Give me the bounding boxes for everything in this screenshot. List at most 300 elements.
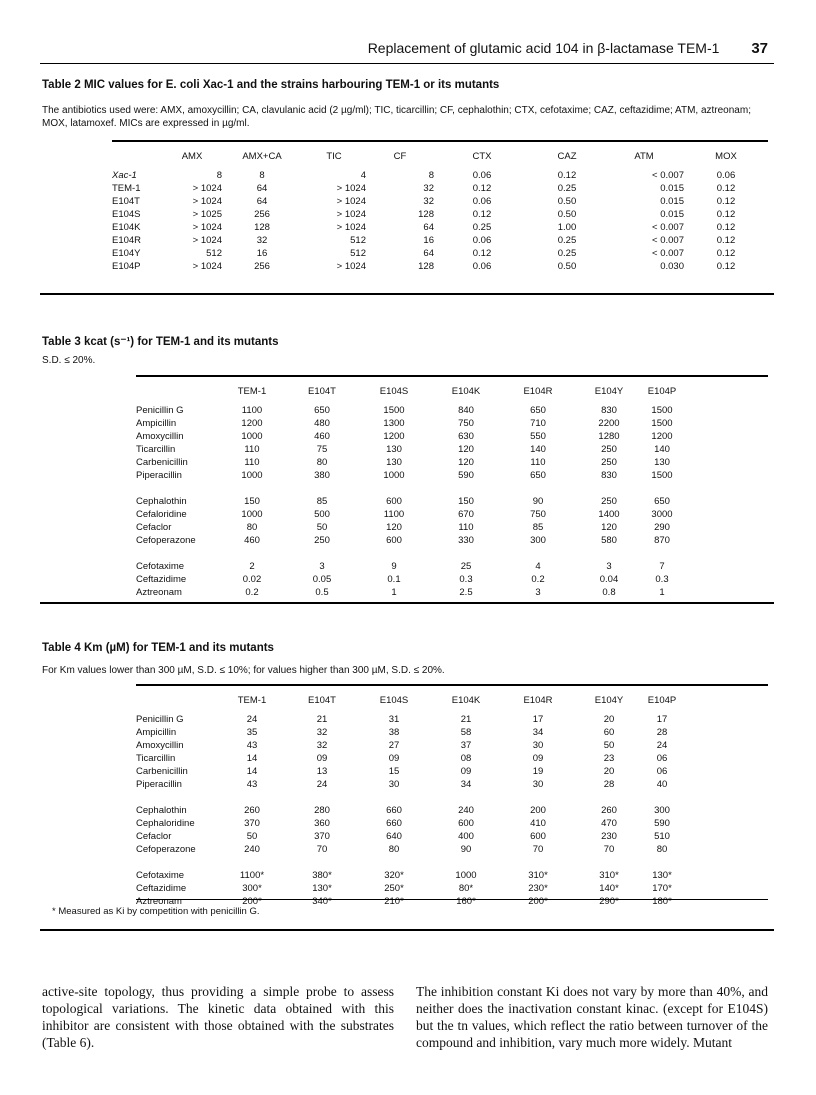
table-cell: 0.3 xyxy=(459,574,473,585)
table-cell: 870 xyxy=(654,535,670,546)
table-cell: 1000 xyxy=(241,470,263,481)
spacer xyxy=(136,856,680,869)
row-label: Penicillin G xyxy=(136,405,184,416)
running-header xyxy=(368,40,768,57)
table-cell: 0.50 xyxy=(557,196,577,207)
table-cell: 0.50 xyxy=(557,209,577,220)
table-cell: 32 xyxy=(423,183,434,194)
table-row xyxy=(136,586,680,599)
table-cell: 340* xyxy=(312,896,332,907)
table-cell: 380 xyxy=(314,470,330,481)
table-cell: 600 xyxy=(386,496,402,507)
column-header: E104P xyxy=(647,694,677,706)
table-cell: 200 xyxy=(530,805,546,816)
table-cell: 7 xyxy=(659,561,665,572)
table-cell: 09 xyxy=(532,753,544,764)
table-cell: 64 xyxy=(256,183,268,194)
table3-note: S.D. ≤ 20%. xyxy=(42,355,96,366)
table-row xyxy=(136,573,680,586)
table-cell: 120 xyxy=(601,522,617,533)
table-cell: 510 xyxy=(654,831,670,842)
row-label: Carbenicillin xyxy=(136,766,188,777)
table-cell: 1500 xyxy=(651,405,673,416)
column-header: TEM-1 xyxy=(237,385,267,397)
table-row xyxy=(136,534,680,547)
table-cell: 320* xyxy=(384,870,404,881)
table-cell: 0.12 xyxy=(716,222,736,233)
table4-note: For Km values lower than 300 µM, S.D. ≤ 10%; for values higher than 300 µM, S.D. ≤ 20%. xyxy=(42,665,445,676)
table-cell: 840 xyxy=(458,405,474,416)
table-cell: 43 xyxy=(246,779,258,790)
table-cell: 50 xyxy=(316,522,328,533)
table-cell: 4 xyxy=(360,170,366,181)
table-cell: 64 xyxy=(423,222,434,233)
table-cell: 0.8 xyxy=(602,587,616,598)
table-cell: 370 xyxy=(244,818,260,829)
table-cell: 21 xyxy=(460,714,472,725)
row-label: Xac-1 xyxy=(112,170,137,181)
table-cell: 120 xyxy=(458,457,474,468)
column-header: E104S xyxy=(379,385,409,397)
table-cell: < 0.007 xyxy=(652,235,684,246)
table-cell: 31 xyxy=(388,714,400,725)
table-cell: 8 xyxy=(216,170,222,181)
table-cell: 16 xyxy=(423,235,434,246)
column-header: CAZ xyxy=(557,150,577,162)
table-cell: 37 xyxy=(460,740,472,751)
table-cell: 310* xyxy=(528,870,548,881)
table4-bottom-rule xyxy=(40,929,774,931)
body-text-left: active-site topology, thus providing a simple probe to assess topological variations. The kinetic data obtained with this inhibitor are consistent with those obtained with the substrates (Table 6). xyxy=(42,984,394,1050)
table-cell: 27 xyxy=(388,740,400,751)
table-row xyxy=(136,739,680,752)
table-cell: 28 xyxy=(656,727,668,738)
table-cell: 550 xyxy=(530,431,546,442)
row-label: E104Y xyxy=(112,248,141,259)
table-cell: 230 xyxy=(601,831,617,842)
table-cell: 256 xyxy=(254,261,270,272)
table-cell: 0.3 xyxy=(655,574,669,585)
table-cell: 80 xyxy=(388,844,400,855)
table4-footnote: * Measured as Ki by competition with penicillin G. xyxy=(52,906,260,917)
table-row xyxy=(112,234,768,247)
table-cell: 34 xyxy=(532,727,544,738)
table-cell: 0.015 xyxy=(660,209,684,220)
table-cell: > 1025 xyxy=(192,209,222,220)
table-cell: 250 xyxy=(314,535,330,546)
table-cell: 200* xyxy=(528,896,548,907)
table-cell: 1100 xyxy=(241,405,263,416)
column-header: CTX xyxy=(472,150,492,162)
table-cell: 140 xyxy=(530,444,546,455)
table-row xyxy=(136,817,680,830)
table-cell: 110 xyxy=(244,457,260,468)
table2-top-rule xyxy=(112,140,768,142)
column-header: E104P xyxy=(647,385,677,397)
table-cell: 3 xyxy=(319,561,325,572)
table-cell: 0.06 xyxy=(716,170,736,181)
table-cell: 500 xyxy=(314,509,330,520)
table-cell: 470 xyxy=(601,818,617,829)
table-cell: 0.12 xyxy=(472,209,492,220)
row-label: Ampicillin xyxy=(136,727,177,738)
table-cell: 0.04 xyxy=(599,574,619,585)
table-row xyxy=(136,830,680,843)
table-cell: 70 xyxy=(532,844,544,855)
column-header: E104R xyxy=(523,385,553,397)
table-cell: > 1024 xyxy=(192,235,222,246)
table-cell: 1400 xyxy=(598,509,620,520)
table-cell: 1280 xyxy=(598,431,620,442)
table-cell: 0.05 xyxy=(312,574,332,585)
column-header: E104R xyxy=(523,694,553,706)
table-cell: 30 xyxy=(532,779,544,790)
table-cell: 0.5 xyxy=(315,587,329,598)
table4-bottom-inner-rule xyxy=(136,899,768,900)
table-cell: 150 xyxy=(244,496,260,507)
table-cell: 06 xyxy=(656,766,668,777)
column-header: E104T xyxy=(308,694,336,706)
table-cell: 3 xyxy=(606,561,612,572)
table-cell: 0.12 xyxy=(472,183,492,194)
table-cell: 330 xyxy=(458,535,474,546)
table-cell: 1200 xyxy=(651,431,673,442)
table-cell: 240 xyxy=(458,805,474,816)
table-cell: 128 xyxy=(254,222,270,233)
table-row xyxy=(136,495,680,508)
table-cell: 140 xyxy=(654,444,670,455)
table-cell: 1000 xyxy=(383,470,405,481)
table-cell: 830 xyxy=(601,405,617,416)
table-cell: 130 xyxy=(654,457,670,468)
table-cell: 1100* xyxy=(239,870,265,881)
spacer xyxy=(136,791,680,804)
table2-bottom-rule xyxy=(40,293,774,295)
table-cell: 650 xyxy=(530,405,546,416)
table-cell: 09 xyxy=(388,753,400,764)
column-header: CF xyxy=(393,150,407,162)
table-cell: 300 xyxy=(530,535,546,546)
table-row xyxy=(136,713,680,726)
table-cell: 1000 xyxy=(241,431,263,442)
table-cell: 20 xyxy=(603,714,615,725)
table-cell: 256 xyxy=(254,209,270,220)
table-cell: 32 xyxy=(256,235,268,246)
table-cell: 290* xyxy=(599,896,619,907)
table-cell: 16 xyxy=(256,248,268,259)
column-header: TEM-1 xyxy=(237,694,267,706)
table-cell: 750 xyxy=(458,418,474,429)
table-cell: > 1024 xyxy=(336,261,366,272)
table-cell: 1500 xyxy=(651,470,673,481)
group-spacer xyxy=(136,547,680,560)
table-cell: 200* xyxy=(242,896,262,907)
row-label: Cefotaxime xyxy=(136,561,185,572)
table-cell: 32 xyxy=(316,740,328,751)
table4-caption: Table 4 Km (µM) for TEM-1 and its mutants xyxy=(42,642,274,654)
table3 xyxy=(136,378,680,599)
table-cell: 600 xyxy=(458,818,474,829)
table-row xyxy=(136,469,680,482)
table-cell: 0.12 xyxy=(557,170,577,181)
row-label: Cefotaxime xyxy=(136,870,185,881)
table-cell: 630 xyxy=(458,431,474,442)
table-cell: 0.12 xyxy=(716,235,736,246)
column-header: E104T xyxy=(308,385,336,397)
table-cell: 310* xyxy=(599,870,619,881)
table-cell: > 1024 xyxy=(192,183,222,194)
table-cell: 130 xyxy=(386,444,402,455)
table3-caption: Table 3 kcat (s⁻¹) for TEM-1 and its mutants xyxy=(42,336,279,348)
table4 xyxy=(136,687,680,908)
spacer xyxy=(136,547,680,560)
table-cell: 32 xyxy=(423,196,434,207)
table-cell: 2.5 xyxy=(459,587,473,598)
table-cell: 130 xyxy=(386,457,402,468)
table-cell: < 0.007 xyxy=(652,222,684,233)
table-cell: 50 xyxy=(246,831,258,842)
table-row xyxy=(112,208,768,221)
table-cell: 590 xyxy=(458,470,474,481)
table-row xyxy=(136,843,680,856)
table-cell: 40 xyxy=(656,779,668,790)
table-cell: 250 xyxy=(601,444,617,455)
table4-top-rule xyxy=(136,684,768,686)
table-row xyxy=(136,443,680,456)
table-cell: 80* xyxy=(458,883,474,894)
column-header: AMX+CA xyxy=(242,150,282,162)
table-cell: 120 xyxy=(386,522,402,533)
spacer xyxy=(136,482,680,495)
table-cell: 70 xyxy=(316,844,328,855)
table-cell: > 1024 xyxy=(336,209,366,220)
table-cell: 410 xyxy=(530,818,546,829)
table-cell: 280 xyxy=(314,805,330,816)
table-cell: 1500 xyxy=(651,418,673,429)
table-cell: 0.12 xyxy=(716,183,736,194)
table-cell: 17 xyxy=(656,714,668,725)
table-cell: 290 xyxy=(654,522,670,533)
table2-header-row xyxy=(112,143,768,169)
table-cell: 0.02 xyxy=(242,574,262,585)
table-row xyxy=(136,882,680,895)
table-cell: 24 xyxy=(316,779,328,790)
table-cell: 17 xyxy=(532,714,544,725)
table-cell: 38 xyxy=(388,727,400,738)
table-cell: 1 xyxy=(391,587,397,598)
table-cell: 830 xyxy=(601,470,617,481)
table-cell: 85 xyxy=(532,522,544,533)
table-cell: 0.12 xyxy=(716,261,736,272)
table-cell: 380* xyxy=(312,870,332,881)
table-cell: 1 xyxy=(659,587,665,598)
table-cell: 15 xyxy=(388,766,400,777)
row-label: Amoxycillin xyxy=(136,431,184,442)
table-cell: 06 xyxy=(656,753,668,764)
table-cell: 2 xyxy=(249,561,255,572)
row-label: Carbenicillin xyxy=(136,457,188,468)
row-label: Cefoperazone xyxy=(136,535,196,546)
column-header: E104K xyxy=(451,385,481,397)
row-label: Penicillin G xyxy=(136,714,184,725)
row-label: E104P xyxy=(112,261,141,272)
table-cell: 90 xyxy=(532,496,544,507)
row-label: Cephalothin xyxy=(136,496,187,507)
table-cell: 30 xyxy=(532,740,544,751)
table-cell: 80 xyxy=(656,844,668,855)
table-cell: 480 xyxy=(314,418,330,429)
table-cell: 0.12 xyxy=(716,209,736,220)
table-cell: 1200 xyxy=(383,431,405,442)
row-label: Ampicillin xyxy=(136,418,177,429)
table-cell: 25 xyxy=(460,561,472,572)
table-row xyxy=(112,247,768,260)
table-cell: 0.1 xyxy=(387,574,401,585)
table-cell: 14 xyxy=(246,766,258,777)
table-cell: 110 xyxy=(530,457,546,468)
table-row xyxy=(136,521,680,534)
table-cell: 3000 xyxy=(651,509,673,520)
table-cell: > 1024 xyxy=(192,196,222,207)
table-cell: 370 xyxy=(314,831,330,842)
table-cell: 130* xyxy=(312,883,332,894)
corner-cell xyxy=(136,687,218,713)
table-cell: 300 xyxy=(654,805,670,816)
table-cell: 250* xyxy=(384,883,404,894)
table-cell: 170* xyxy=(652,883,672,894)
table-cell: 20 xyxy=(603,766,615,777)
table-cell: 43 xyxy=(246,740,258,751)
table-cell: 0.25 xyxy=(472,222,492,233)
table-cell: 0.015 xyxy=(660,196,684,207)
row-label: E104T xyxy=(112,196,140,207)
column-header: E104S xyxy=(379,694,409,706)
table2-note: The antibiotics used were: AMX, amoxycillin; CA, clavulanic acid (2 µg/ml); TIC, ticarcillin; CF, cephalothin; CTX, cefotaxime; CAZ, ceftazidime; ATM, aztreonam; MOX, latamoxef. MICs are expressed in µg/ml. xyxy=(42,105,751,129)
table-cell: 0.06 xyxy=(472,235,492,246)
table-cell: 650 xyxy=(530,470,546,481)
row-label: E104S xyxy=(112,209,141,220)
table-row xyxy=(136,404,680,417)
table2-corner xyxy=(112,143,162,169)
table-row xyxy=(136,417,680,430)
table-cell: 80 xyxy=(316,457,328,468)
table3-top-rule xyxy=(136,375,768,377)
table-cell: 460 xyxy=(314,431,330,442)
column-header: E104Y xyxy=(594,694,624,706)
table-cell: 110 xyxy=(244,444,260,455)
row-label: Cefaclor xyxy=(136,522,172,533)
table-cell: 0.06 xyxy=(472,261,492,272)
column-header: ATM xyxy=(634,150,654,162)
table-cell: 32 xyxy=(316,727,328,738)
table-cell: 650 xyxy=(314,405,330,416)
table-row xyxy=(136,804,680,817)
table-row xyxy=(112,195,768,208)
table-cell: 90 xyxy=(460,844,472,855)
row-label: Cefaloridine xyxy=(136,509,187,520)
table-cell: > 1024 xyxy=(336,196,366,207)
table-cell: 580 xyxy=(601,535,617,546)
row-label: E104R xyxy=(112,235,142,246)
table3-bottom-rule xyxy=(40,602,774,604)
table-cell: 260 xyxy=(244,805,260,816)
table-cell: 1000 xyxy=(241,509,263,520)
table-row xyxy=(136,508,680,521)
row-label: Ceftazidime xyxy=(136,574,187,585)
table-cell: 260 xyxy=(601,805,617,816)
table-cell: 300* xyxy=(242,883,262,894)
running-title: Replacement of glutamic acid 104 in β-lactamase TEM-1 xyxy=(367,40,720,56)
row-label: Ticarcillin xyxy=(136,444,176,455)
table-cell: 650 xyxy=(654,496,670,507)
table-cell: 0.12 xyxy=(472,248,492,259)
table-cell: 512 xyxy=(350,248,366,259)
row-label: Cefaclor xyxy=(136,831,172,842)
table-cell: 660 xyxy=(386,818,402,829)
table4-header-row xyxy=(136,687,680,713)
page-number: 37 xyxy=(751,40,768,57)
table-cell: 128 xyxy=(418,261,434,272)
table-cell: 0.50 xyxy=(557,261,577,272)
table-cell: 50 xyxy=(603,740,615,751)
body-text-right: The inhibition constant Ki does not vary by more than 40%, and neither does the inactivation constant kinac. (except for E104S) but the tn values, which reflect the ratio between turnover of the compound and inhibition, vary much more widely. Mutant xyxy=(416,984,768,1050)
group-spacer xyxy=(136,791,680,804)
table-cell: 34 xyxy=(460,779,472,790)
table-cell: 0.25 xyxy=(557,183,577,194)
table-cell: 64 xyxy=(256,196,268,207)
table-cell: 1100 xyxy=(383,509,405,520)
table-cell: 0.2 xyxy=(245,587,259,598)
column-header: E104Y xyxy=(594,385,624,397)
table-row xyxy=(112,182,768,195)
table-cell: 250 xyxy=(601,457,617,468)
table-cell: 13 xyxy=(316,766,328,777)
table-cell: 1.00 xyxy=(557,222,577,233)
table-cell: > 1024 xyxy=(192,222,222,233)
table-cell: 80 xyxy=(246,522,258,533)
table-cell: 2200 xyxy=(598,418,620,429)
table-cell: 160* xyxy=(456,896,476,907)
corner-cell xyxy=(136,378,218,404)
table-cell: 0.12 xyxy=(716,196,736,207)
table-row xyxy=(136,765,680,778)
table-cell: 08 xyxy=(460,753,472,764)
table-cell: 0.25 xyxy=(557,248,577,259)
table-cell: 58 xyxy=(460,727,472,738)
table-cell: 8 xyxy=(259,170,265,181)
table-cell: < 0.007 xyxy=(652,170,684,181)
table-cell: 660 xyxy=(386,805,402,816)
table-cell: 600 xyxy=(530,831,546,842)
table-cell: 180* xyxy=(652,896,672,907)
row-label: E104K xyxy=(112,222,141,233)
table-cell: 128 xyxy=(418,209,434,220)
row-label: Piperacillin xyxy=(136,470,182,481)
table-cell: 23 xyxy=(603,753,615,764)
table-cell: 24 xyxy=(246,714,258,725)
header-rule xyxy=(40,63,774,64)
table-cell: 1000 xyxy=(455,870,477,881)
table-cell: 400 xyxy=(458,831,474,842)
table-cell: 8 xyxy=(428,170,434,181)
table-cell: 0.015 xyxy=(660,183,684,194)
table-cell: 30 xyxy=(388,779,400,790)
table3-header-row xyxy=(136,378,680,404)
row-label: Cephalothin xyxy=(136,805,187,816)
table2-caption: Table 2 MIC values for E. coli Xac-1 and the strains harbouring TEM-1 or its mutants xyxy=(42,79,500,91)
table-cell: 28 xyxy=(603,779,615,790)
table-cell: 512 xyxy=(206,248,222,259)
